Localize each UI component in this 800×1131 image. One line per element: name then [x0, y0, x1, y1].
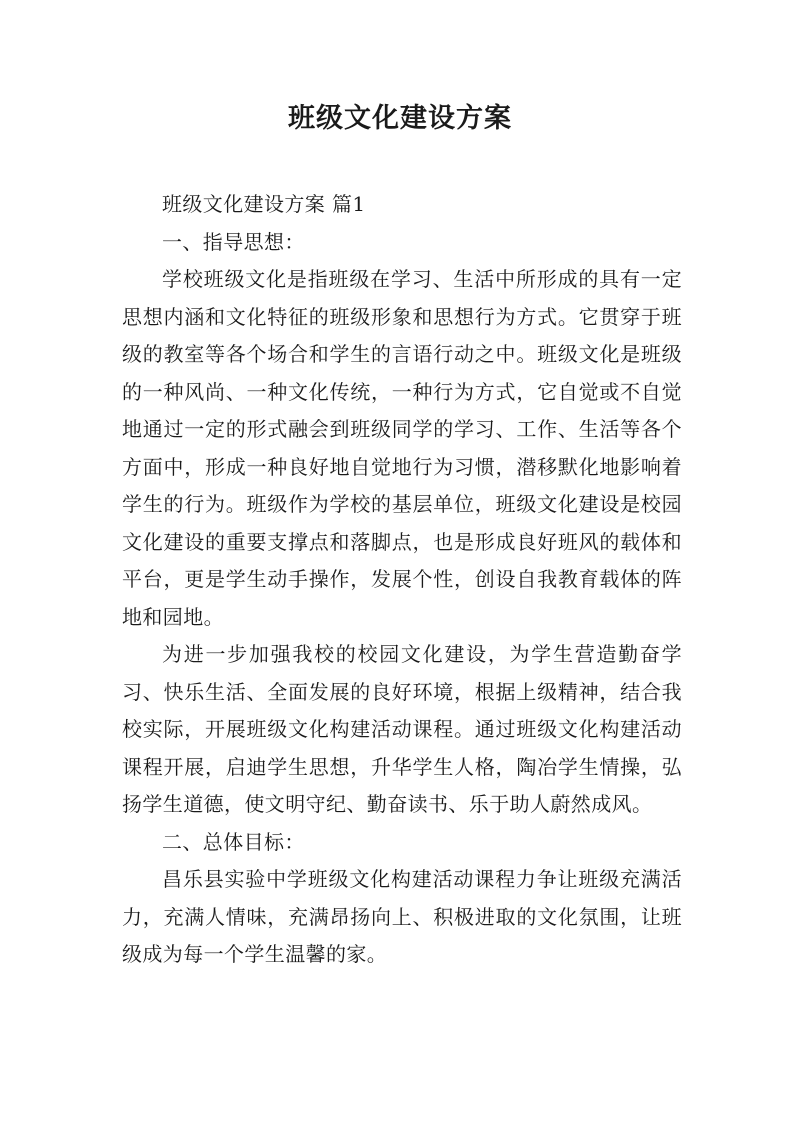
paragraph-strengthen-campus-culture: 为进一步加强我校的校园文化建设，为学生营造勤奋学习、快乐生活、全面发展的良好环境，根据上级精神，结合我校实际，开展班级文化构建活动课程。通过班级文化构建活动课程开展，启迪学生思想，升华学生人格，陶冶学生情操，弘扬学生道德，使文明守纪、勤奋读书、乐于助人蔚然成风。	[122, 642, 682, 816]
heading-overall-goal: 二、总体目标：	[162, 829, 305, 854]
document-title: 班级文化建设方案	[288, 103, 512, 134]
heading-guiding-ideology: 一、指导思想：	[162, 229, 305, 254]
document-body	[122, 186, 682, 974]
section-subtitle: 班级文化建设方案 篇1	[162, 192, 366, 216]
paragraph-overall-goal: 昌乐县实验中学班级文化构建活动课程力争让班级充满活力，充满人情味，充满昂扬向上、积极进取的文化氛围，让班级成为每一个学生温馨的家。	[122, 867, 682, 966]
paragraph-class-culture-definition: 学校班级文化是指班级在学习、生活中所形成的具有一定思想内涵和文化特征的班级形象和思想行为方式。它贯穿于班级的教室等各个场合和学生的言语行动之中。班级文化是班级的一种风尚、一种文化传统，一种行为方式，它自觉或不自觉地通过一定的形式融会到班级同学的学习、工作、生活等各个方面中，形成一种良好地自觉地行为习惯，潜移默化地影响着学生的行为。班级作为学校的基层单位，班级文化建设是校园文化建设的重要支撑点和落脚点，也是形成良好班风的载体和平台，更是学生动手操作，发展个性，创设自我教育载体的阵地和园地。	[122, 267, 682, 629]
